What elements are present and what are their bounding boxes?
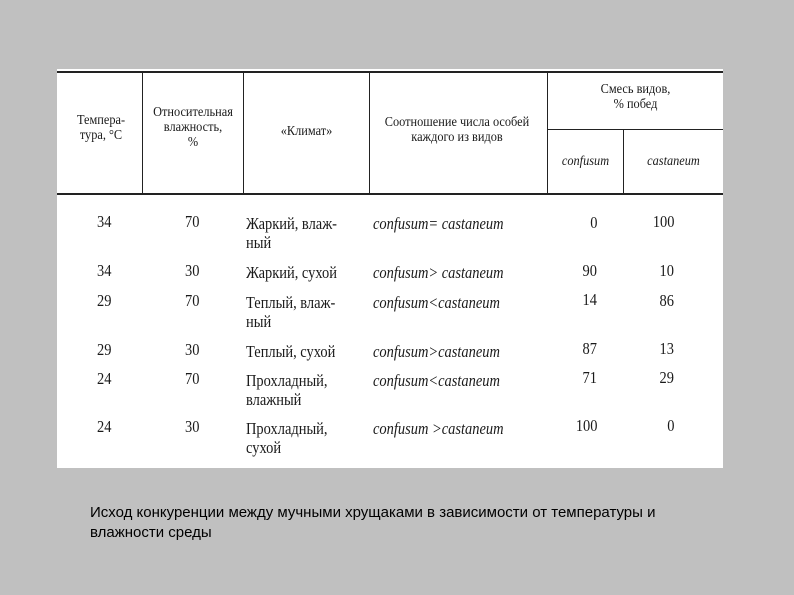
header-humidity: Относительная влажность, % — [153, 105, 233, 150]
row4-climate-line1: Теплый, сухой — [246, 342, 336, 361]
row1-confusum: 0 — [589, 213, 597, 232]
header-climate: «Климат» — [280, 124, 333, 139]
row5-climate-line2: влажный — [246, 390, 302, 409]
row2-hum: 30 — [185, 261, 200, 280]
row6-hum: 30 — [185, 417, 200, 436]
header-mix: Смесь видов, % побед — [600, 82, 671, 112]
row3-ratio: confusum<castaneum — [373, 293, 500, 312]
slide-caption: Исход конкуренции между мучными хрущаками в зависимости от температуры и влажности среды — [90, 504, 656, 541]
row1-ratio: confusum= castaneum — [373, 214, 504, 233]
row3-climate-line2: ный — [246, 312, 272, 331]
row2-castaneum: 10 — [659, 261, 674, 280]
col-divider-4 — [547, 71, 548, 193]
header-confusum: confusum — [561, 154, 610, 169]
row6-temp: 24 — [97, 417, 112, 436]
header-bottom-rule — [57, 193, 723, 195]
row6-climate-line2: сухой — [246, 438, 282, 457]
row4-castaneum: 13 — [659, 339, 674, 358]
row1-temp: 34 — [97, 212, 112, 231]
row6-climate-line1: Прохладный, — [246, 419, 328, 438]
row4-hum: 30 — [185, 340, 200, 359]
header-temperature: Темпера- тура, °С — [76, 113, 126, 143]
row1-castaneum: 100 — [652, 212, 674, 231]
table-top-rule — [57, 71, 723, 73]
header-castaneum: castaneum — [647, 154, 700, 169]
row4-ratio: confusum>castaneum — [373, 342, 500, 361]
row3-hum: 70 — [185, 291, 200, 310]
row5-confusum: 71 — [582, 368, 597, 387]
col-divider-2 — [243, 71, 244, 193]
row2-ratio: confusum> castaneum — [373, 263, 504, 282]
row6-castaneum: 0 — [666, 416, 674, 435]
row1-climate-line1: Жаркий, влаж- — [246, 214, 337, 233]
row1-hum: 70 — [185, 212, 200, 231]
row3-confusum: 14 — [582, 290, 597, 309]
col-divider-5 — [623, 130, 624, 193]
row5-hum: 70 — [185, 369, 200, 388]
row5-castaneum: 29 — [659, 368, 674, 387]
row6-ratio: confusum >castaneum — [373, 419, 504, 438]
subheader-rule — [547, 129, 723, 130]
row5-ratio: confusum<castaneum — [373, 371, 500, 390]
row6-confusum: 100 — [575, 416, 597, 435]
row3-castaneum: 86 — [659, 291, 674, 310]
row5-temp: 24 — [97, 369, 112, 388]
row1-climate-line2: ный — [246, 233, 272, 252]
row2-climate-line1: Жаркий, сухой — [246, 263, 338, 282]
row4-temp: 29 — [97, 340, 112, 359]
row5-climate-line1: Прохладный, — [246, 371, 328, 390]
header-ratio: Соотношение числа особей каждого из видов — [384, 115, 530, 145]
row3-temp: 29 — [97, 291, 112, 310]
col-divider-1 — [142, 71, 143, 193]
scanned-table — [57, 69, 723, 468]
row3-climate-line1: Теплый, влаж- — [246, 293, 336, 312]
row4-confusum: 87 — [582, 339, 597, 358]
row2-confusum: 90 — [582, 261, 597, 280]
row2-temp: 34 — [97, 261, 112, 280]
